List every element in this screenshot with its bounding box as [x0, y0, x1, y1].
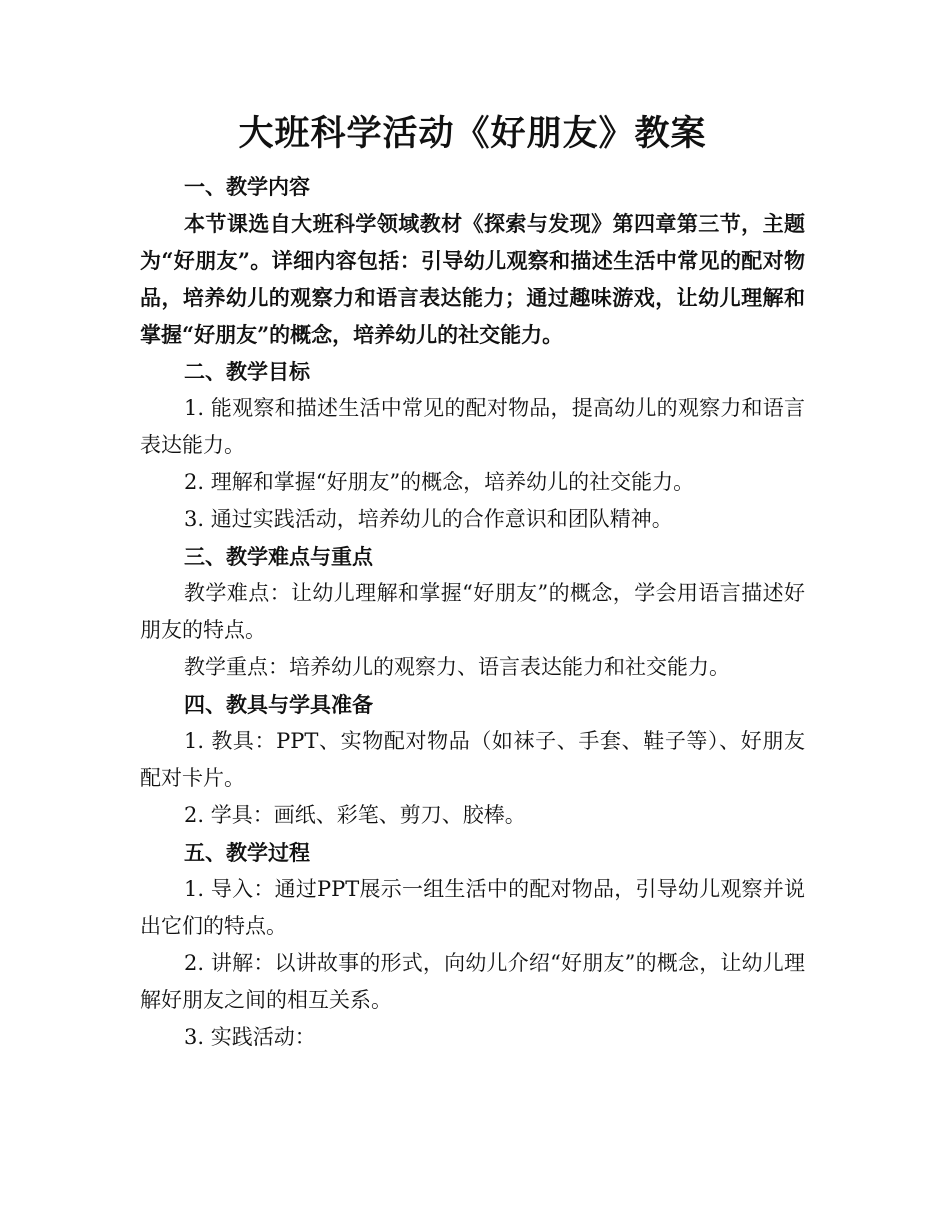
document-page — [140, 108, 805, 1056]
section-teaching-process — [140, 834, 805, 1056]
section-heading: 五、教学过程 — [184, 840, 310, 865]
section-paragraph: 3. 实践活动： — [184, 1025, 316, 1049]
section-difficulties-key-points — [140, 538, 805, 686]
section-paragraph: 1. 导入：通过PPT展示一组生活中的配对物品，引导幼儿观察并说出它们的特点。 — [140, 877, 805, 938]
section-paragraph: 2. 讲解：以讲故事的形式，向幼儿介绍“好朋友”的概念，让幼儿理解好朋友之间的相互关系。 — [140, 951, 805, 1012]
section-paragraph: 教学难点：让幼儿理解和掌握“好朋友”的概念，学会用语言描述好朋友的特点。 — [140, 581, 805, 642]
section-heading: 四、教具与学具准备 — [184, 692, 373, 717]
section-heading: 二、教学目标 — [184, 359, 310, 384]
section-heading: 三、教学难点与重点 — [184, 544, 373, 569]
section-paragraph: 2. 理解和掌握“好朋友”的概念，培养幼儿的社交能力。 — [184, 470, 695, 494]
section-teaching-content — [140, 168, 805, 353]
section-paragraph: 3. 通过实践活动，培养幼儿的合作意识和团队精神。 — [184, 507, 673, 531]
section-paragraph: 2. 学具：画纸、彩笔、剪刀、胶棒。 — [184, 803, 526, 827]
section-paragraph: 1. 教具：PPT、实物配对物品（如袜子、手套、鞋子等）、好朋友配对卡片。 — [140, 729, 805, 790]
section-paragraph: 本节课选自大班科学领域教材《探索与发现》第四章第三节，主题为“好朋友”。详细内容包括：引导幼儿观察和描述生活中常见的配对物品，培养幼儿的观察力和语言表达能力；通过趣味游戏，让幼儿理解和掌握“好朋友”的概念，培养幼儿的社交能力。 — [140, 211, 805, 347]
section-paragraph: 教学重点：培养幼儿的观察力、语言表达能力和社交能力。 — [184, 655, 730, 679]
section-paragraph: 1. 能观察和描述生活中常见的配对物品，提高幼儿的观察力和语言表达能力。 — [140, 396, 805, 457]
document-title: 大班科学活动《好朋友》教案 — [238, 113, 707, 154]
section-materials — [140, 686, 805, 834]
section-heading: 一、教学内容 — [184, 174, 310, 199]
section-teaching-goals — [140, 353, 805, 538]
